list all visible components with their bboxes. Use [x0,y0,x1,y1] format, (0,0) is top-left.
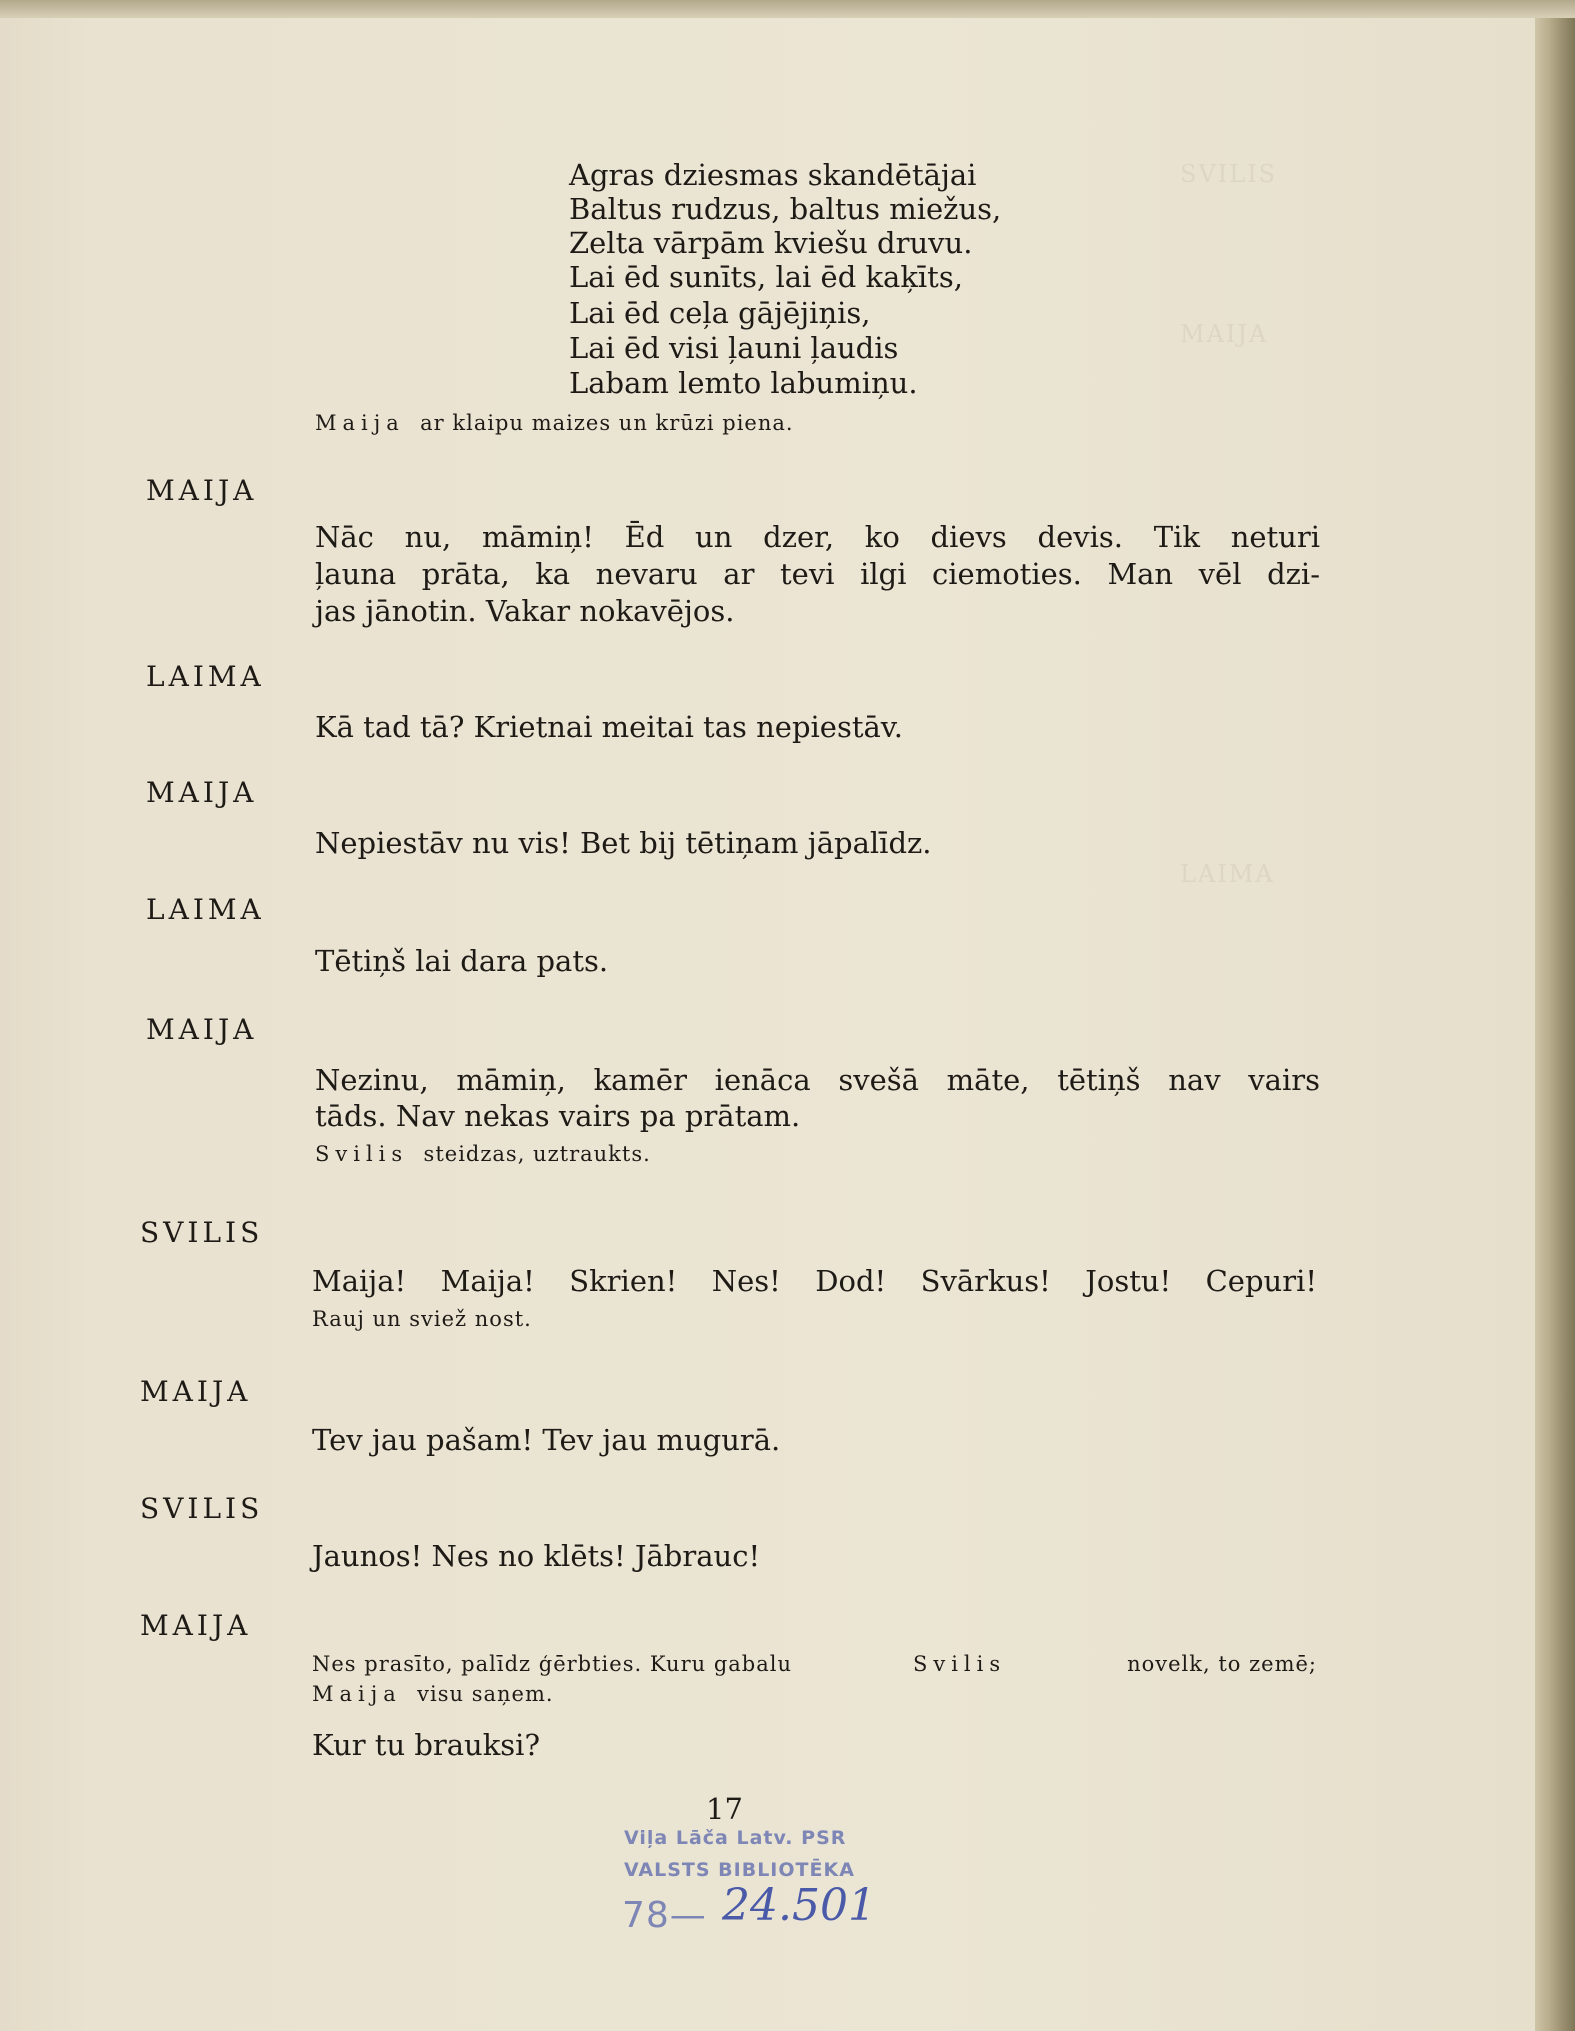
verse-line: Lai ēd ceļa gājējiņis, [569,296,871,330]
speaker-name: LAIMA [146,893,265,926]
stage-text: Nes prasīto, palīdz ģērbties. Kuru gabalu [312,1652,792,1676]
stage-text: steidzas, uztraukts. [423,1142,651,1166]
stage-direction: Rauj un sviež nost. [312,1307,532,1331]
verse-line: Zelta vārpām kviešu druvu. [569,226,973,260]
dialogue-line: tāds. Nav nekas vairs pa prātam. [315,1099,801,1133]
dialogue-line: Kā tad tā? Krietnai meitai tas nepiestāv. [315,710,903,744]
bleed-through: LAIMA [1180,860,1275,888]
stage-direction [312,1652,1317,1676]
bleed-through: MAIJA [1180,320,1269,348]
speaker-name: MAIJA [146,776,258,809]
stage-character-name: Maija [315,411,405,435]
bleed-through: SVILIS [1180,160,1278,188]
handwritten-inventory-number: 24.501 [722,1880,876,1931]
stage-character-name: Svilis [315,1142,409,1166]
dialogue-line: ļauna prāta, ka nevaru ar tevi ilgi ciemoties. Man vēl dzi- [315,557,1320,591]
speaker-name: MAIJA [140,1375,252,1408]
speaker-name: SVILIS [140,1216,264,1249]
verse-line: Baltus rudzus, baltus miežus, [569,192,1002,226]
library-stamp-line: VALSTS BIBLIOTĒKA [624,1859,855,1881]
book-top-edge [0,0,1575,18]
dialogue-line: Jaunos! Nes no klēts! Jābrauc! [312,1539,761,1573]
dialogue-line: Maija! Maija! Skrien! Nes! Dod! Svārkus! Jostu! Cepuri! [312,1264,1317,1298]
dialogue-line: Tētiņš lai dara pats. [315,944,609,978]
dialogue-line: Nāc nu, māmiņ! Ēd un dzer, ko dievs devis. Tik neturi [315,520,1320,554]
dialogue-line: Kur tu brauksi? [312,1728,541,1762]
verse-line: Agras dziesmas skandētājai [569,158,977,192]
verse-line: Lai ēd sunīts, lai ēd kaķīts, [569,260,963,294]
speaker-name: MAIJA [140,1609,252,1642]
stage-direction [312,1682,554,1706]
stage-direction [315,411,794,435]
stage-text: novelk, to zemē; [1127,1652,1317,1676]
stage-character-name: Maija [312,1682,402,1706]
speaker-name: SVILIS [140,1492,264,1525]
stage-character-name: Svilis [912,1652,1007,1676]
book-edge [1535,0,1575,2031]
stage-text: visu saņem. [417,1682,554,1706]
page-number: 17 [706,1792,743,1826]
library-stamp-line: Viļa Lāča Latv. PSR [624,1827,847,1849]
dialogue-line: Nepiestāv nu vis! Bet bij tētiņam jāpalīdz. [315,826,932,860]
dialogue-line: jas jānotin. Vakar nokavējos. [315,594,735,628]
verse-line: Labam lemto labumiņu. [569,366,918,400]
dialogue-line: Tev jau pašam! Tev jau mugurā. [312,1423,781,1457]
speaker-name: LAIMA [146,660,265,693]
stage-direction [315,1142,651,1166]
dialogue-line: Nezinu, māmiņ, kamēr ienāca svešā māte, tētiņš nav vairs [315,1063,1320,1097]
speaker-name: MAIJA [146,1013,258,1046]
inventory-prefix: 78— [622,1895,707,1936]
speaker-name: MAIJA [146,474,258,507]
stage-text: ar klaipu maizes un krūzi piena. [420,411,794,435]
verse-line: Lai ēd visi ļauni ļaudis [569,331,899,365]
